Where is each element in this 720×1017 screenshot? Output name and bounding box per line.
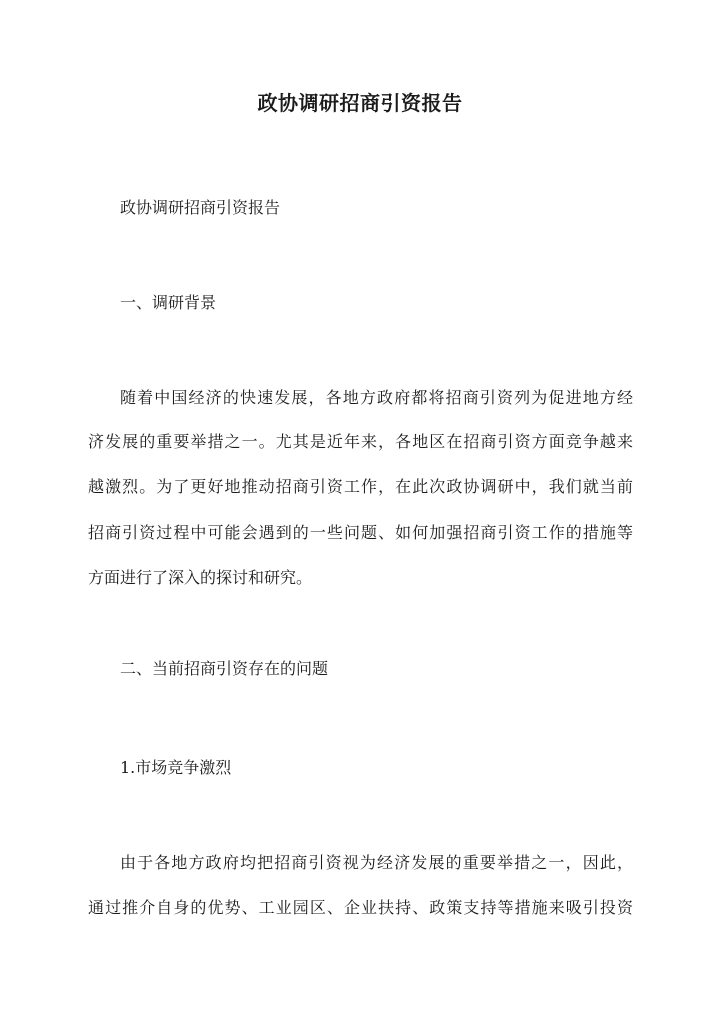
paragraph-line: 济发展的重要举措之一。尤其是近年来，各地区在招商引资方面竞争越来 [88, 432, 633, 451]
paragraph-line: 方面进行了深入的探讨和研究。 [88, 568, 313, 587]
paragraph-line: 招商引资过程中可能会遇到的一些问题、如何加强招商引资工作的措施等 [88, 523, 633, 542]
paragraph-line: 由于各地方政府均把招商引资视为经济发展的重要举措之一，因此， [120, 853, 633, 872]
document-subtitle: 政协调研招商引资报告 [120, 198, 281, 217]
subsection-heading: 1.市场竞争激烈 [120, 758, 232, 777]
paragraph-line: 越激烈。为了更好地推动招商引资工作，在此次政协调研中，我们就当前 [88, 477, 633, 496]
paragraph-line: 随着中国经济的快速发展，各地方政府都将招商引资列为促进地方经 [120, 388, 633, 407]
section-heading-background: 一、调研背景 [120, 293, 217, 312]
document-title: 政协调研招商引资报告 [257, 91, 463, 115]
section-heading-problems: 二、当前招商引资存在的问题 [120, 659, 329, 678]
paragraph-line: 通过推介自身的优势、工业园区、企业扶持、政策支持等措施来吸引投资 [88, 898, 633, 917]
